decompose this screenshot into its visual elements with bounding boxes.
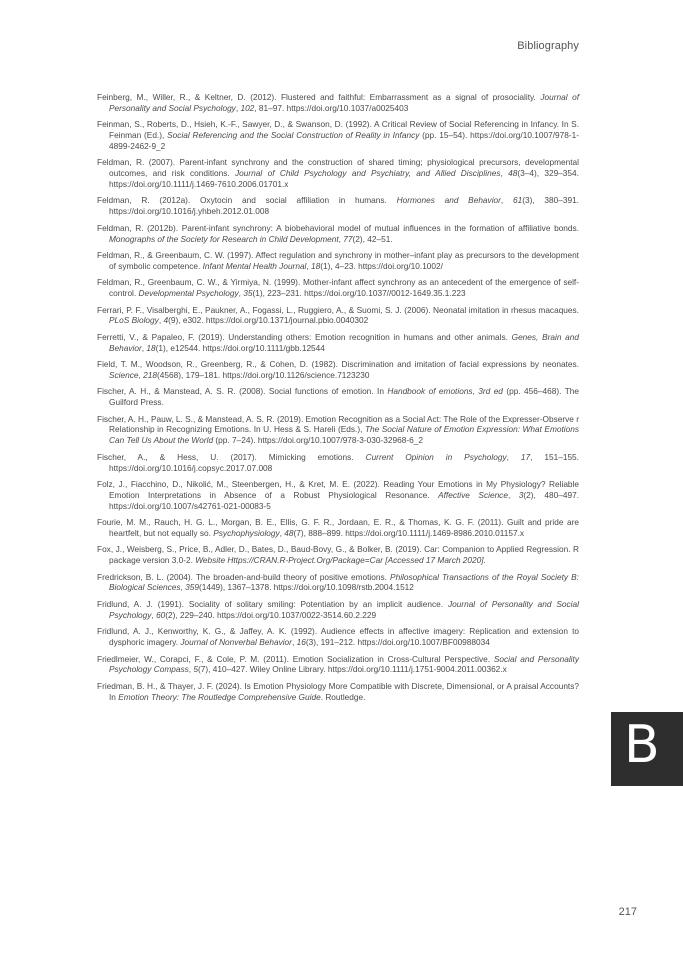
reference-italic-text: 4	[163, 315, 169, 326]
reference-text: (1), e12544. https://doi.org/10.1111/gbb.12544	[155, 342, 325, 353]
reference-text: (1), 223–231. https://doi.org/10.1037//0012-1649.35.1.223	[252, 288, 466, 299]
reference-text: ,	[500, 168, 509, 179]
reference-entry	[97, 452, 579, 474]
reference-italic-text: 5	[193, 664, 199, 675]
reference-text: Feldman, R. (2007). Parent-infant synchrony and the construction of shared timing; physiological precursors, developmental outcomes, and risk conditions.	[97, 157, 579, 179]
running-title: Bibliography	[517, 40, 579, 52]
reference-entry	[97, 332, 579, 354]
reference-italic-text: Journal of Personality and Social Psychology	[109, 92, 580, 113]
reference-text: Fourie, M. M., Rauch, H. G. L., Morgan, B. E., Ellis, G. F. R., Jordaan, E. R., & Thomas, K. G. F. (2011). Guilt and pride are heartfelt, but not equally so.	[97, 517, 579, 538]
reference-italic-text: The Social Nature of Emotion Expression: What Emotions Can Tell Us About the World	[109, 424, 579, 446]
reference-text: Fridlund, A. J. (1991). Sociality of solitary smiling: Potentiation by an implicit audience.	[97, 598, 448, 609]
reference-italic-text: 61	[512, 195, 523, 206]
reference-text: Fredrickson, B. L. (2004). The broaden-and-build theory of positive emotions.	[97, 571, 391, 582]
section-tab-letter: B	[624, 715, 660, 775]
reference-italic-text: 16	[296, 637, 306, 648]
reference-text: ,	[188, 664, 194, 675]
reference-italic-text: Social and Personality Psychology Compass	[109, 653, 579, 675]
reference-italic-text: Developmental Psychology	[138, 288, 239, 299]
reference-italic-text: 18	[146, 342, 156, 353]
reference-text: Feldman, R. (2012a). Oxytocin and social affiliation in humans.	[97, 195, 397, 206]
reference-text: ,	[291, 637, 297, 648]
reference-text: ,	[180, 582, 186, 593]
reference-italic-text: Social Referencing and the Social Construction of Reality in Infancy	[167, 130, 420, 141]
reference-italic-text: 102	[240, 102, 255, 113]
reference-entry	[97, 92, 579, 114]
reference-text: (2), 229–240. https://doi.org/10.1037/0022-3514.60.2.229	[165, 609, 377, 620]
reference-entry	[97, 157, 579, 189]
reference-text: Fridlund, A. J., Kenworthy, K. G., & Jaffey, A. K. (1992). Audience effects in affective imagery: Replication and extension to dysphoric imagery.	[97, 626, 579, 648]
reference-italic-text: Handbook of emotions, 3rd ed	[387, 386, 503, 397]
reference-entry	[97, 654, 579, 676]
reference-text: (2), 480–497. https://doi.org/10.1007/s42761-021-00083-5	[109, 489, 580, 511]
reference-text: , 151–155. https://doi.org/10.1016/j.copsyc.2017.07.008	[109, 451, 579, 473]
reference-text: (2), 42–51.	[352, 233, 393, 244]
reference-text: ,	[141, 342, 147, 353]
reference-italic-text: 60	[156, 609, 166, 620]
reference-italic-text: Philosophical Transactions of the Royal Society B: Biological Sciences	[109, 571, 579, 593]
reference-entry	[97, 195, 579, 217]
reference-italic-text: Infant Mental Health Journal	[202, 260, 307, 271]
reference-text: ,	[506, 451, 521, 462]
reference-italic-text: Monographs of the Society for Research in Child Development	[109, 233, 339, 244]
reference-italic-text: 18	[311, 260, 321, 271]
reference-italic-text: 48	[284, 527, 294, 538]
reference-text: ,	[306, 260, 312, 271]
reference-entry	[97, 250, 579, 272]
reference-italic-text: 77	[343, 233, 353, 244]
reference-text: (7), 410–427. Wiley Online Library. https://doi.org/10.1111/j.1751-9004.2011.00362.x	[198, 664, 507, 675]
reference-text: Feldman, R., & Greenbaum, C. W. (1997). Affect regulation and synchrony in mother–infant play as precursors to the development of symbolic competence.	[97, 250, 579, 271]
reference-italic-text: Hormones and Behavior	[396, 195, 501, 206]
reference-text: Fischer, A., & Hess, U. (2017). Mimicking emotions.	[97, 451, 366, 462]
reference-italic-text: PLoS Biology	[109, 315, 159, 326]
reference-entry	[97, 544, 579, 566]
reference-text: . Routledge.	[320, 691, 366, 702]
reference-text: ,	[507, 489, 519, 500]
reference-text: ,	[279, 527, 285, 538]
reference-text: (pp. 15–54). https://doi.org/10.1007/978-1-4899-2462-9_2	[109, 130, 579, 151]
reference-italic-text: Psychophysiology	[213, 527, 280, 538]
reference-italic-text: 35	[243, 288, 253, 299]
reference-entry	[97, 223, 579, 245]
reference-text: ,	[158, 315, 164, 326]
reference-text: Feinberg, M., Willer, R., & Keltner, D. (2012). Flustered and faithful: Embarrassment as a signal of prosociality.	[97, 92, 541, 102]
reference-text: .	[483, 555, 486, 566]
reference-italic-text: Journal of Personality and Social Psychology	[109, 598, 579, 620]
reference-italic-text: 359	[185, 582, 199, 593]
reference-text: Feldman, R. (2012b). Parent-infant synchrony: A biobehavioral model of mutual influences in the formation of affiliative bonds.	[97, 222, 579, 233]
reference-text: (9), e302. https://doi.org/10.1371/journal.pbio.0040302	[168, 315, 369, 326]
reference-text: ,	[138, 369, 144, 380]
reference-italic-text: 17	[520, 451, 531, 462]
reference-italic-text: Journal of Child Psychology and Psychiatry, and Allied Disciplines	[235, 168, 501, 179]
reference-italic-text: 48	[508, 168, 518, 179]
reference-italic-text: Website Https://CRAN.R-Project.Org/Package=Car [Accessed 17 March 2020]	[195, 555, 484, 566]
reference-italic-text: Journal of Nonverbal Behavior	[180, 637, 292, 648]
reference-italic-text: Affective Science	[438, 489, 508, 500]
reference-text: ,	[235, 102, 241, 113]
reference-entry	[97, 305, 579, 327]
reference-entry	[97, 414, 579, 446]
reference-entry	[97, 681, 579, 703]
reference-entry	[97, 359, 579, 381]
reference-text: Fischer, A. H., & Manstead, A. S. R. (2008). Social functions of emotion. In	[97, 386, 388, 397]
reference-text: (pp. 7–24). https://doi.org/10.1007/978-3-030-32968-6_2	[213, 435, 423, 446]
reference-text: Friedlmeier, W., Corapci, F., & Cole, P. M. (2011). Emotion Socialization in Cross-Cultural Perspective.	[97, 653, 494, 664]
reference-italic-text: Emotion Theory: The Routledge Comprehensive Guide	[118, 691, 321, 702]
reference-text: Ferretti, V., & Papaleo, F. (2019). Understanding others: Emotion recognition in humans and other animals.	[97, 331, 512, 342]
reference-text: Fox, J., Weisberg, S., Price, B., Adler, D., Bates, D., Baud-Bovy, G., & Bolker, B. (2019). Car: Companion to Applied Regression. R package version 3.0-2.	[97, 544, 579, 566]
reference-entry	[97, 599, 579, 621]
reference-text: (1), 4–23. https://doi.org/10.1002/	[320, 260, 443, 271]
reference-text: (3), 191–212. https://doi.org/10.1007/BF00988034	[305, 637, 490, 648]
reference-text: , 81–97. https://doi.org/10.1037/a0025403	[254, 102, 409, 113]
reference-text: (3–4), 329–354. https://doi.org/10.1111/j.1469-7610.2006.01701.x	[109, 168, 579, 189]
reference-text: (1449), 1367–1378. https://doi.org/10.1098/rstb.2004.1512	[198, 582, 414, 593]
reference-text: (4568), 179–181. https://doi.org/10.1126/science.7123230	[157, 369, 370, 380]
reference-entry	[97, 479, 579, 511]
reference-text: ,	[500, 195, 513, 206]
reference-entry	[97, 386, 579, 408]
reference-text: Ferrari, P. F., Visalberghi, E., Paukner, A., Fogassi, L., Ruggiero, A., & Suomi, S. J. (2006). Neonatal imitation in rhesus macaques.	[97, 304, 579, 315]
reference-text: ,	[238, 288, 244, 299]
reference-italic-text: Current Opinion in Psychology	[365, 451, 507, 462]
reference-entry	[97, 517, 579, 539]
reference-text: ,	[338, 233, 344, 244]
reference-text: Feinman, S., Roberts, D., Hsieh, K.-F., Sawyer, D., & Swanson, D. (1992). A Critical Review of Social Referencing in Infancy. In S. Feinman (Ed.),	[97, 119, 579, 141]
page-number: 217	[618, 906, 637, 918]
reference-entry	[97, 119, 579, 151]
reference-text: (3), 380–391. https://doi.org/10.1016/j.yhbeh.2012.01.008	[109, 195, 579, 217]
reference-italic-text: Science	[109, 369, 139, 380]
reference-entry	[97, 626, 579, 648]
reference-entry	[97, 572, 579, 594]
reference-entry	[97, 277, 579, 299]
reference-text: Folz, J., Fiacchino, D., Nikolić, M., Steenbergen, H., & Kret, M. E. (2022). Reading Your Emotions in My Physiology? Reliable Emotion Interpretations in Absence of a Robust Physiological Resonance.	[97, 479, 579, 500]
reference-text: Fischer, A. H., Pauw, L. S., & Manstead, A. S. R. (2019). Emotion Recognition as a Social Act: The Role of the Expresser-Observe r Relationship in Recognizing Emotions. In U. Hess & S. Hareli (Eds.),	[97, 413, 579, 435]
reference-text: ,	[151, 609, 157, 620]
reference-italic-text: 218	[143, 369, 157, 380]
reference-text: (pp. 456–468). The Guilford Press.	[109, 386, 579, 408]
reference-list	[97, 92, 579, 708]
reference-text: Feldman, R., Greenbaum, C. W., & Yirmiya, N. (1999). Mother-infant affect synchrony as an antecedent of the emergence of self-control.	[97, 277, 579, 299]
reference-text: Field, T. M., Woodson, R., Greenberg, R., & Cohen, D. (1982). Discrimination and imitation of facial expressions by neonates.	[97, 359, 579, 370]
reference-italic-text: 3	[518, 489, 524, 500]
reference-text: (7), 888–899. https://doi.org/10.1111/j.1469-8986.2010.01157.x	[293, 527, 525, 538]
reference-text: Friedman, B. H., & Thayer, J. F. (2024). Is Emotion Physiology More Compatible with Discrete, Dimensional, or A praisal Accounts? In	[97, 680, 579, 702]
reference-italic-text: Genes, Brain and Behavior	[109, 331, 579, 353]
